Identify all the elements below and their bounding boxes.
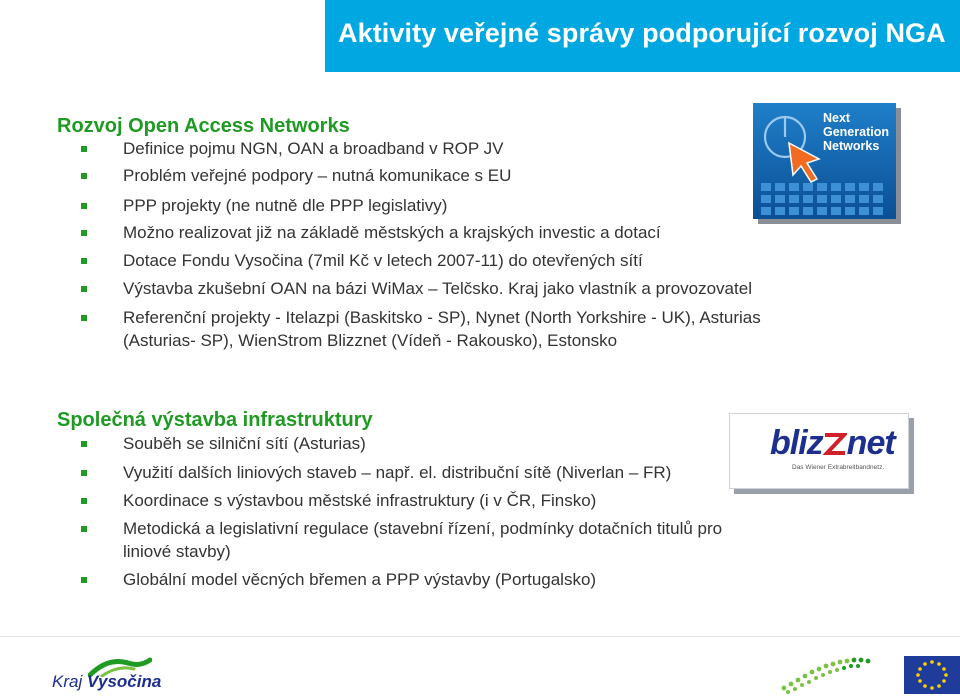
list-item: Metodická a legislativní regulace (stavební řízení, podmínky dotačních titulů pro [123, 518, 722, 540]
blizznet-logo [729, 413, 909, 489]
list-item-continuation: liniové stavby) [123, 542, 231, 561]
blizznet-logo-tagline: Das Wiener Extrabreitbandnetz. [792, 464, 885, 471]
dotted-swoosh-logo-icon [778, 654, 898, 694]
footer-divider [0, 636, 960, 637]
bullet-icon [81, 286, 87, 292]
bullet-icon [81, 498, 87, 504]
kraj-vysocina-logo: Kraj Vysočina [52, 672, 162, 691]
bullet-icon [81, 470, 87, 476]
section-title-joint-construction: Společná výstavba infrastruktury [57, 409, 373, 431]
bullet-icon [81, 526, 87, 532]
ngn-logo [753, 103, 896, 219]
blizznet-logo-wordmark: bliz net [770, 424, 895, 462]
bullet-icon [81, 315, 87, 321]
list-item: Souběh se silniční sítí (Asturias) [123, 433, 366, 455]
header-white-block [0, 0, 325, 72]
ngn-logo-text-next: Next [823, 111, 851, 125]
list-item: PPP projekty (ne nutně dle PPP legislativy) [123, 195, 447, 217]
list-item-continuation: (Asturias- SP), WienStrom Blizznet (Vídeň - Rakousko), Estonsko [123, 331, 618, 350]
ngn-logo-text-generation: Generation [823, 125, 889, 139]
list-item: Koordinace s výstavbou městské infrastruktury (i v ČR, Finsko) [123, 490, 596, 512]
slide-header [0, 0, 960, 72]
ngn-logo-text-networks: Networks [823, 139, 880, 153]
list-item: Problém veřejné podpory – nutná komunikace s EU [123, 165, 511, 187]
bullet-icon [81, 441, 87, 447]
list-item: Globální model věcných břemen a PPP výstavby (Portugalsko) [123, 569, 596, 591]
bullet-icon [81, 146, 87, 152]
bullet-icon [81, 577, 87, 583]
slide-title: Aktivity veřejné správy podporující rozvoj NGA [338, 18, 946, 48]
section-title-open-access: Rozvoj Open Access Networks [57, 115, 350, 137]
eu-flag-icon [904, 656, 960, 694]
list-item: Výstavba zkušební OAN na bázi WiMax – Telčsko. Kraj jako vlastník a provozovatel [123, 278, 752, 300]
bullet-icon [81, 203, 87, 209]
bullet-icon [81, 173, 87, 179]
list-item: Dotace Fondu Vysočina (7mil Kč v letech 2007-11) do otevřených sítí [123, 250, 643, 272]
bullet-icon [81, 230, 87, 236]
list-item: Možno realizovat již na základě městských a krajských investic a dotací [123, 222, 661, 244]
blizznet-logo-zz-mark [823, 427, 847, 453]
list-item: Definice pojmu NGN, OAN a broadband v ROP JV [123, 138, 503, 160]
bullet-icon [81, 258, 87, 264]
list-item: Referenční projekty - Itelazpi (Baskitsko - SP), Nynet (North Yorkshire - UK), Asturias [123, 307, 761, 329]
list-item: Využití dalších liniových staveb – např. el. distribuční sítě (Niverlan – FR) [123, 462, 671, 484]
